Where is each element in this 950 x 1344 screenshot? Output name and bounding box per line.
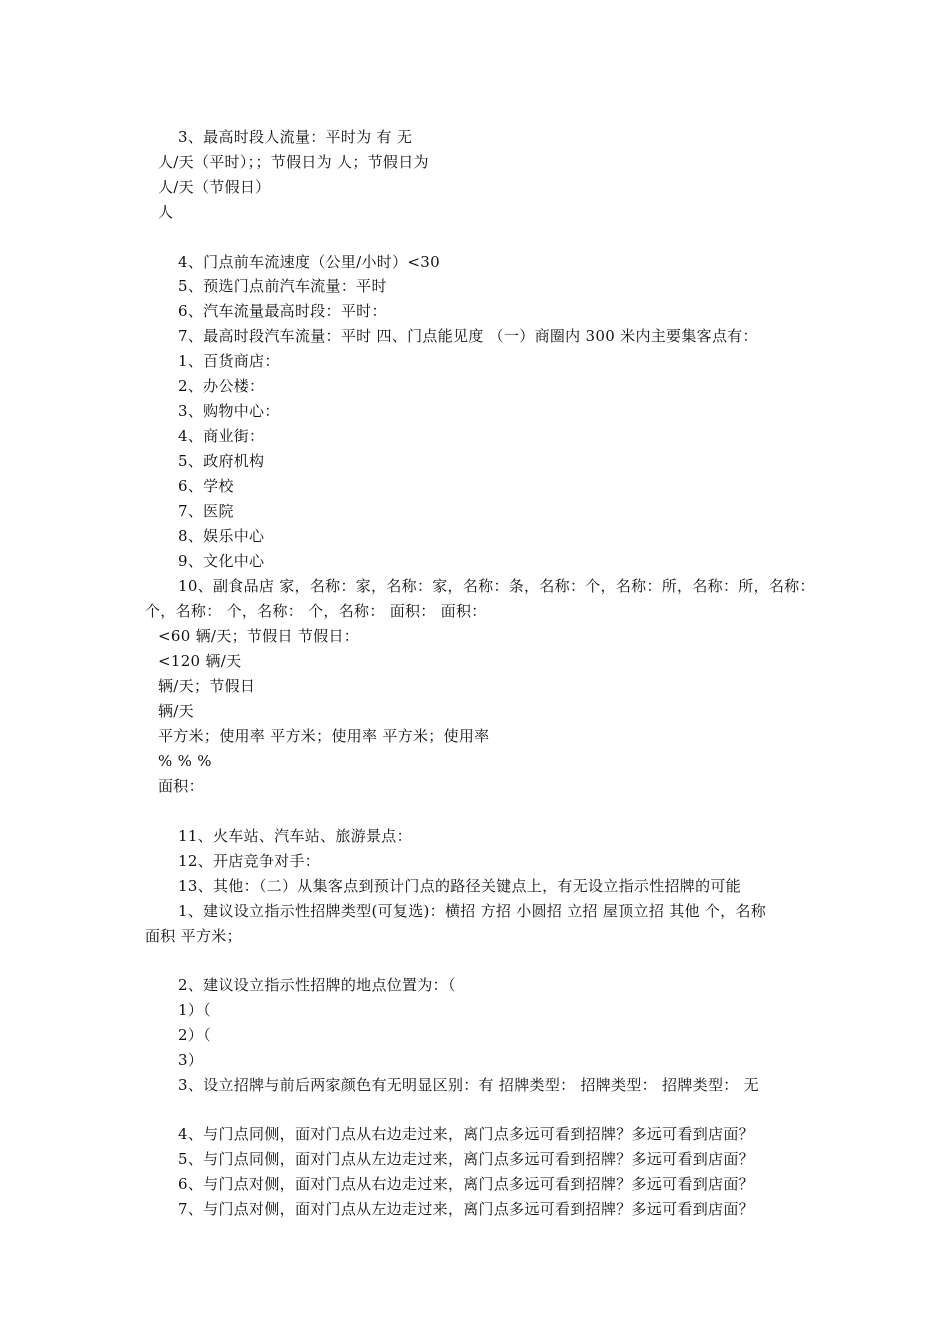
text-line: 辆/天；节假日: [158, 677, 256, 695]
text-line: 人: [158, 203, 174, 221]
text-line: 13、其他：（二）从集客点到预计门点的路径关键点上，有无设立指示性招牌的可能: [178, 877, 741, 895]
text-line: % % %: [158, 752, 212, 770]
text-line: 2、建议设立指示性招牌的地点位置为：（: [178, 976, 456, 994]
text-line: 6、学校: [178, 477, 234, 495]
text-line: 7、医院: [178, 502, 234, 520]
text-line: 4、与门点同侧，面对门点从右边走过来，离门点多远可看到招牌？多远可看到店面？: [178, 1125, 754, 1143]
text-line: 人/天（节假日）: [158, 178, 271, 196]
text-line: 8、娱乐中心: [178, 527, 265, 545]
text-line: 1）（: [178, 1001, 211, 1019]
text-line: 4、门点前车流速度（公里/小时）<30: [178, 253, 440, 271]
text-line: 辆/天: [158, 702, 194, 720]
text-line: 2、办公楼：: [178, 377, 265, 395]
text-line: 12、开店竞争对手：: [178, 852, 321, 870]
text-line: 7、最高时段汽车流量：平时 四、门点能见度 （一）商圈内 300 米内主要集客点有：: [178, 327, 758, 345]
text-line: 6、与门点对侧，面对门点从右边走过来，离门点多远可看到招牌？多远可看到店面？: [178, 1175, 754, 1193]
text-line: <120 辆/天: [158, 652, 242, 670]
text-line: 1、建议设立指示性招牌类型(可复选)：横招 方招 小圆招 立招 屋顶立招 其他 个，名称: [178, 902, 767, 920]
text-line: 面积：: [158, 777, 204, 795]
text-line: 9、文化中心: [178, 552, 265, 570]
text-line: 3、最高时段人流量：平时为 有 无: [178, 128, 413, 146]
text-line: 个，名称： 个，名称： 个，名称： 面积： 面积：: [145, 602, 487, 620]
text-line: 1、百货商店：: [178, 352, 280, 370]
text-line: 3、设立招牌与前后两家颜色有无明显区别：有 招牌类型： 招牌类型： 招牌类型： 无: [178, 1076, 759, 1094]
text-line: 11、火车站、汽车站、旅游景点：: [178, 827, 412, 845]
text-line: 6、汽车流量最高时段：平时：: [178, 302, 387, 320]
text-line: 7、与门点对侧，面对门点从左边走过来，离门点多远可看到招牌？多远可看到店面？: [178, 1200, 754, 1218]
text-line: 3）: [178, 1051, 204, 1069]
text-line: 5、预选门点前汽车流量：平时: [178, 277, 387, 295]
text-line: 人/天（平时）；；节假日为 人；节假日为: [158, 153, 429, 171]
text-line: 5、政府机构: [178, 452, 265, 470]
text-line: 3、购物中心：: [178, 402, 280, 420]
text-line: <60 辆/天；节假日 节假日：: [158, 627, 360, 645]
text-line: 4、商业街：: [178, 427, 265, 445]
text-line: 面积 平方米；: [145, 927, 242, 945]
text-line: 平方米；使用率 平方米；使用率 平方米；使用率: [158, 727, 490, 745]
text-line: 2）（: [178, 1026, 211, 1044]
text-line: 5、与门点同侧，面对门点从左边走过来，离门点多远可看到招牌？多远可看到店面？: [178, 1150, 754, 1168]
text-line: 10、副食品店 家，名称：家，名称：家，名称：条，名称：个，名称：所，名称：所，名称：: [178, 577, 815, 595]
